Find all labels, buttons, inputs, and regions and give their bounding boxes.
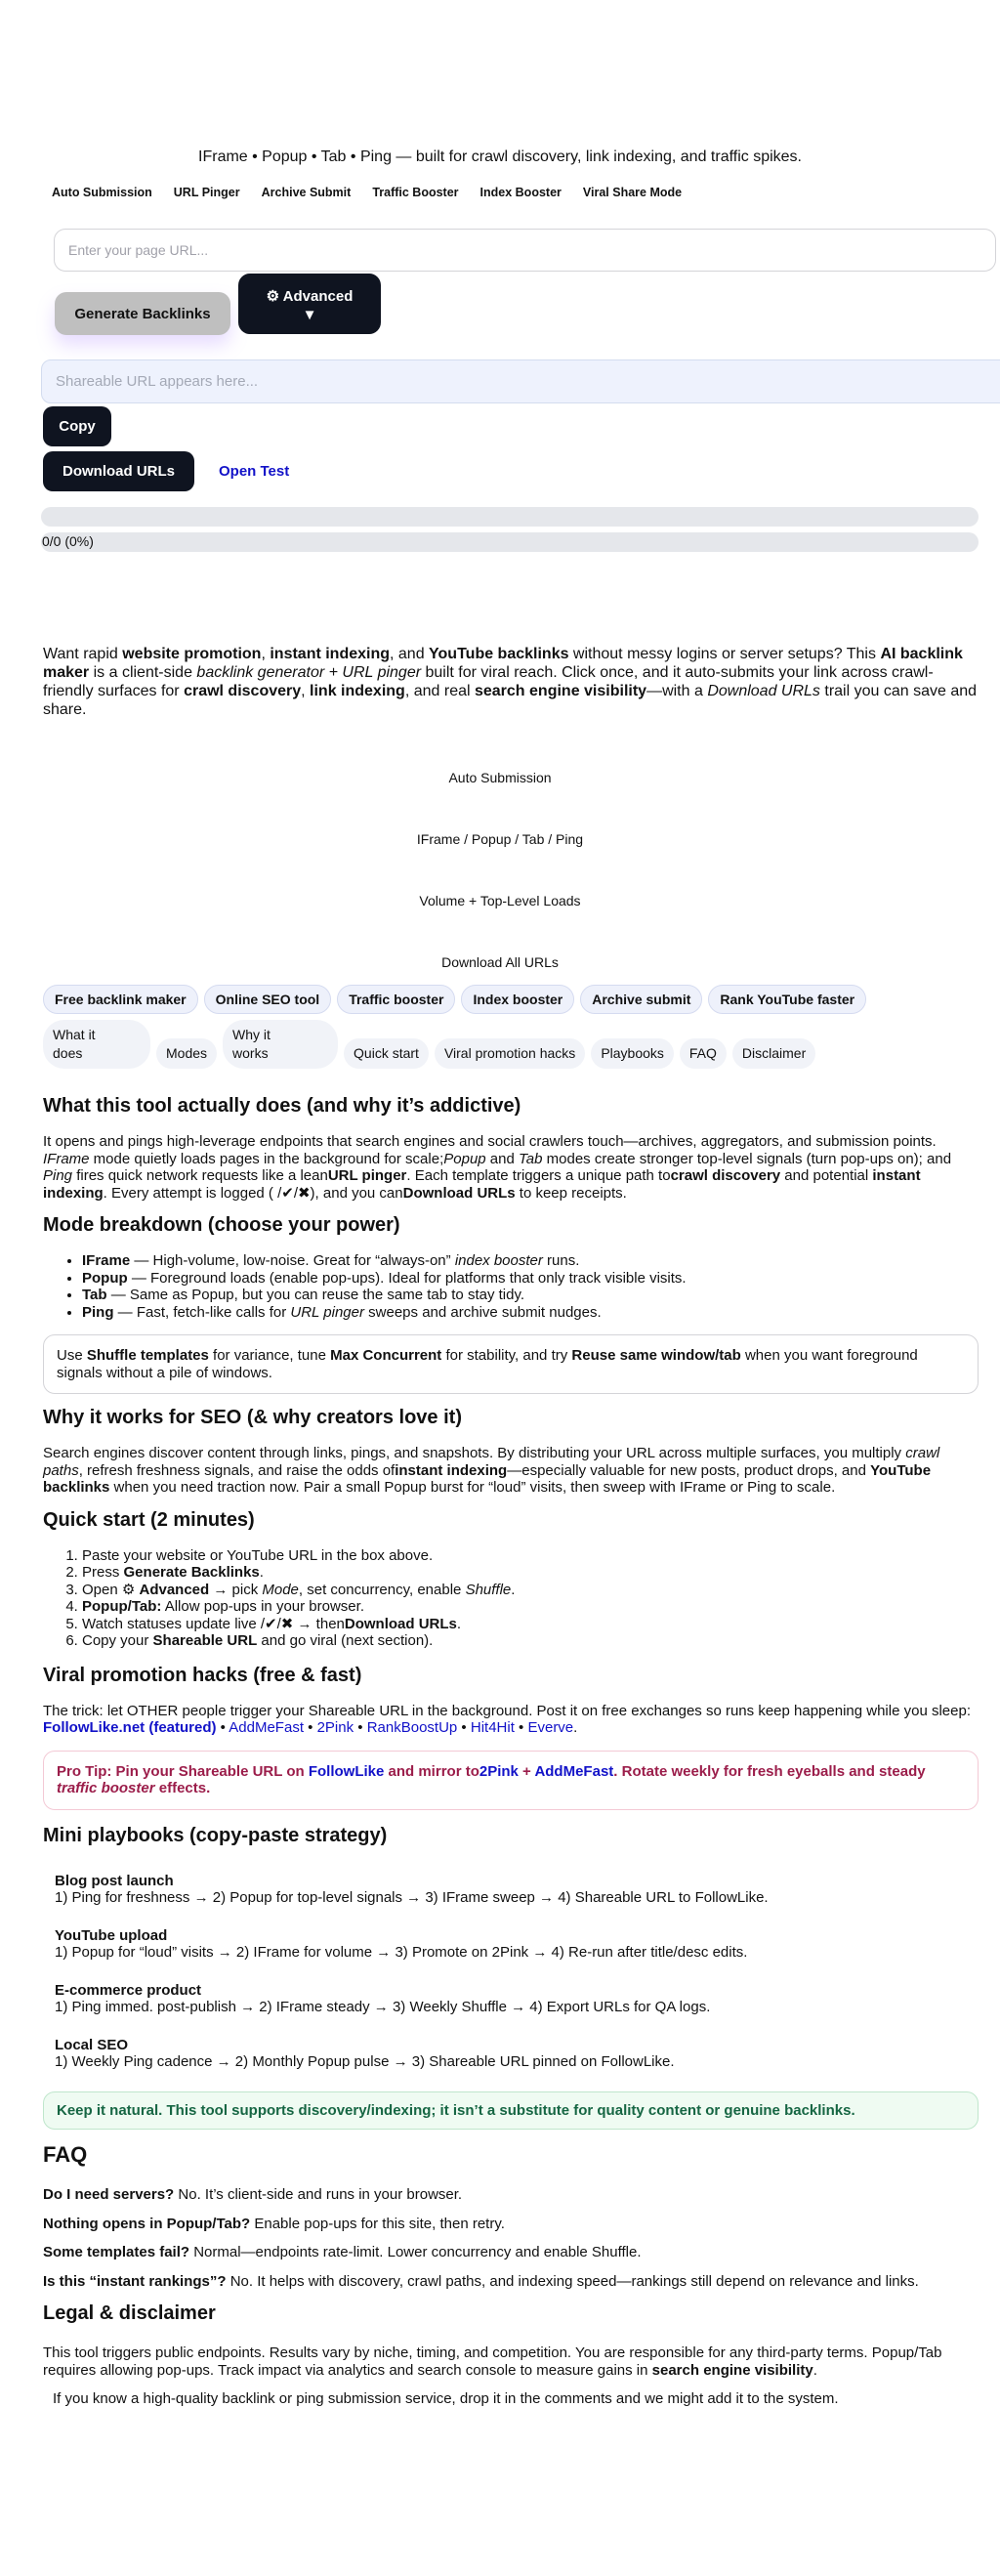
section-title-modes: Mode breakdown (choose your power) — [43, 1214, 400, 1236]
feature-nav-url-pinger[interactable]: URL Pinger — [173, 186, 240, 199]
section-nav-disclaimer[interactable]: Disclaimer — [732, 1038, 815, 1069]
feature-nav-auto-submission[interactable]: Auto Submission — [52, 186, 152, 199]
section-title-quickstart: Quick start (2 minutes) — [43, 1508, 255, 1531]
feature-nav-archive-submit[interactable]: Archive Submit — [261, 186, 352, 199]
quickstart-steps — [43, 1547, 979, 1650]
tag-online-seo-tool[interactable]: Online SEO tool — [204, 985, 332, 1014]
link-everve[interactable]: Everve — [527, 1719, 574, 1736]
section-title-legal: Legal & disclaimer — [43, 2302, 216, 2324]
modes-tip-box: Use Shuffle templates for variance, tune Max Concurrent for stability, and try Reuse same window/tab when you want foreground signals without a pile of windows. — [43, 1334, 979, 1394]
section-nav — [43, 1020, 815, 1069]
advanced-button[interactable] — [238, 274, 381, 334]
section-nav-faq[interactable]: FAQ — [680, 1038, 727, 1069]
intro-paragraph: Want rapid website promotion, instant indexing, and YouTube backlinks without messy logins or server setups? This AI backlink maker is a client-side backlink generator + URL pinger built for viral reach. Click once, and it auto-submits your link across crawl-friendly surfaces for crawl discovery, link indexing, and real search engine visibility—with a Download URLs trail you can save and share. — [43, 646, 978, 718]
chevron-down-icon: ▼ — [302, 306, 317, 323]
playbook-youtube: YouTube upload 1) Popup for “loud” visits → 2) IFrame for volume → 3) Promote on 2Pink → 4) Re-run after title/desc edits. — [55, 1926, 748, 1961]
download-urls-button[interactable]: Download URLs — [43, 451, 194, 491]
section-nav-playbooks[interactable]: Playbooks — [591, 1038, 674, 1069]
feature-nav — [52, 186, 682, 199]
feature-label-modes: IFrame / Popup / Tab / Ping — [416, 831, 584, 847]
section-nav-modes[interactable]: Modes — [156, 1038, 217, 1069]
progress-text: 0/0 (0%) — [42, 533, 94, 549]
what-paragraph: It opens and pings high-leverage endpoints that search engines and social crawlers touch—archives, aggregators, and submission points. IFrame mode quietly loads pages in the background for scale;Popup and Tab modes create stronger top-level signals (turn pop-ups on); and Ping fires quick network requests like a leanURL pinger. Each template triggers a unique path tocrawl discovery and potential instant indexing. Every attempt is logged ( /✔/✖), and you canDownload URLs to keep receipts. — [43, 1133, 952, 1202]
modes-list — [43, 1252, 979, 1321]
mode-item-ping: • Ping — Fast, fetch-like calls for URL pinger sweeps and archive submit nudges. — [82, 1304, 979, 1322]
tag-archive-submit[interactable]: Archive submit — [580, 985, 702, 1014]
mode-item-iframe: • IFrame — High-volume, low-noise. Great for “always-on” index booster runs. — [82, 1252, 979, 1270]
viral-paragraph: The trick: let OTHER people trigger your Shareable URL in the background. Post it on free exchanges so runs keep happening while you sleep: FollowLike.net (featured) • AddMeFast • 2Pink • RankBoostUp • Hit4Hit • Everve. — [43, 1702, 971, 1736]
tag-rank-youtube-faster[interactable]: Rank YouTube faster — [708, 985, 866, 1014]
feature-nav-traffic-booster[interactable]: Traffic Booster — [372, 186, 459, 199]
generate-backlinks-button[interactable]: Generate Backlinks — [55, 292, 230, 335]
progress-bar — [41, 507, 979, 527]
quickstart-step: 3. Open ⚙ Advanced → pick Mode, set concurrency, enable Shuffle. — [82, 1582, 979, 1599]
progress-bar-secondary — [41, 532, 979, 552]
section-title-playbooks: Mini playbooks (copy-paste strategy) — [43, 1824, 388, 1846]
feature-label-volume: Volume + Top-Level Loads — [419, 893, 581, 908]
faq-item: Do I need servers? No. It’s client-side and runs in your browser. — [43, 2186, 463, 2203]
quickstart-step: 6. Copy your Shareable URL and go viral (next section). — [82, 1632, 979, 1650]
faq-item: Some templates fail? Normal—endpoints rate-limit. Lower concurrency and enable Shuffle. — [43, 2244, 642, 2260]
keep-natural-note: Keep it natural. This tool supports discovery/indexing; it isn’t a substitute for quality content or genuine backlinks. — [43, 2091, 979, 2131]
mode-item-tab: • Tab — Same as Popup, but you can reuse the same tab to stay tidy. — [82, 1287, 979, 1304]
section-title-viral: Viral promotion hacks (free & fast) — [43, 1664, 362, 1686]
open-test-link[interactable]: Open Test — [219, 463, 290, 480]
legal-paragraph: This tool triggers public endpoints. Results vary by niche, timing, and competition. You are responsible for any third-party terms. Popup/Tab requires allowing pop-ups. Track impact via analytics and search console to measure gains in search engine visibility. — [43, 2344, 942, 2379]
section-nav-why-it-works[interactable]: Why it works — [223, 1020, 338, 1069]
footer-note: If you know a high-quality backlink or ping submission service, drop it in the comments and we might add it to the system. — [53, 2390, 839, 2407]
playbook-blog: Blog post launch 1) Ping for freshness → 2) Popup for top-level signals → 3) IFrame sweep → 4) Shareable URL to FollowLike. — [55, 1872, 769, 1906]
tag-index-booster[interactable]: Index booster — [461, 985, 574, 1014]
feature-nav-viral-share-mode[interactable]: Viral Share Mode — [582, 186, 683, 199]
playbook-ecommerce: E-commerce product 1) Ping immed. post-publish → 2) IFrame steady → 3) Weekly Shuffle → 4) Export URLs for QA logs. — [55, 1981, 711, 2015]
quickstart-step: 4. Popup/Tab: Allow pop-ups in your browser. — [82, 1598, 979, 1616]
url-input[interactable] — [54, 229, 996, 272]
section-title-faq: FAQ — [43, 2142, 88, 2167]
link-hit4hit[interactable]: Hit4Hit — [470, 1719, 515, 1736]
tag-free-backlink-maker[interactable]: Free backlink maker — [43, 985, 198, 1014]
link-addmefast[interactable]: AddMeFast — [229, 1719, 304, 1736]
link-followlike[interactable]: FollowLike.net (featured) — [43, 1719, 217, 1736]
protip-link-2pink[interactable]: 2Pink — [479, 1762, 519, 1780]
quickstart-step: 5. Watch statuses update live /✔/✖ → thenDownload URLs. — [82, 1616, 979, 1633]
section-nav-quick-start[interactable]: Quick start — [344, 1038, 429, 1069]
mode-item-popup: • Popup — Foreground loads (enable pop-ups). Ideal for platforms that only track visible visits. — [82, 1270, 979, 1288]
section-nav-viral-hacks[interactable]: Viral promotion hacks — [435, 1038, 585, 1069]
section-nav-what-it-does[interactable]: What it does — [43, 1020, 150, 1069]
why-paragraph: Search engines discover content through links, pings, and snapshots. By distributing your URL across multiple surfaces, you multiply crawl paths, refresh freshness signals, and raise the odds ofinstant indexing—especially valuable for new posts, product drops, and YouTube backlinks when you need traction now. Pair a small Popup burst for “loud” visits, then sweep with IFrame or Ping to scale. — [43, 1445, 940, 1496]
section-title-why: Why it works for SEO (& why creators love it) — [43, 1407, 462, 1428]
link-rankboostup[interactable]: RankBoostUp — [366, 1719, 458, 1736]
link-2pink[interactable]: 2Pink — [316, 1719, 354, 1736]
tag-pills — [43, 985, 866, 1014]
shareable-url-field[interactable] — [41, 359, 1000, 403]
protip-link-addmefast[interactable]: AddMeFast — [534, 1762, 614, 1780]
feature-label-download: Download All URLs — [441, 954, 559, 970]
faq-item: Is this “instant rankings”? No. It helps with discovery, crawl paths, and indexing speed—rankings still depend on relevance and links. — [43, 2272, 919, 2290]
faq-item: Nothing opens in Popup/Tab? Enable pop-ups for this site, then retry. — [43, 2215, 505, 2232]
feature-label-auto-submission: Auto Submission — [448, 770, 552, 785]
playbook-local-seo: Local SEO 1) Weekly Ping cadence → 2) Monthly Popup pulse → 3) Shareable URL pinned on FollowLike. — [55, 2036, 675, 2070]
quickstart-step: 1. Paste your website or YouTube URL in the box above. — [82, 1547, 979, 1565]
tagline: IFrame • Popup • Tab • Ping — built for crawl discovery, link indexing, and traffic spikes. — [198, 148, 802, 165]
copy-button[interactable]: Copy — [43, 406, 111, 446]
section-title-what: What this tool actually does (and why it’s addictive) — [43, 1095, 521, 1117]
pro-tip-box: Pro Tip: Pin your Shareable URL on FollowLike and mirror to2Pink + AddMeFast. Rotate weekly for fresh eyeballs and steady traffic booster effects. — [43, 1751, 979, 1810]
protip-link-followlike[interactable]: FollowLike — [308, 1762, 385, 1780]
tag-traffic-booster[interactable]: Traffic booster — [337, 985, 455, 1014]
main-content — [43, 1094, 979, 2420]
feature-nav-index-booster[interactable]: Index Booster — [479, 186, 562, 199]
advanced-label: ⚙ Advanced — [266, 287, 354, 305]
quickstart-step: 2. Press Generate Backlinks. — [82, 1564, 979, 1582]
